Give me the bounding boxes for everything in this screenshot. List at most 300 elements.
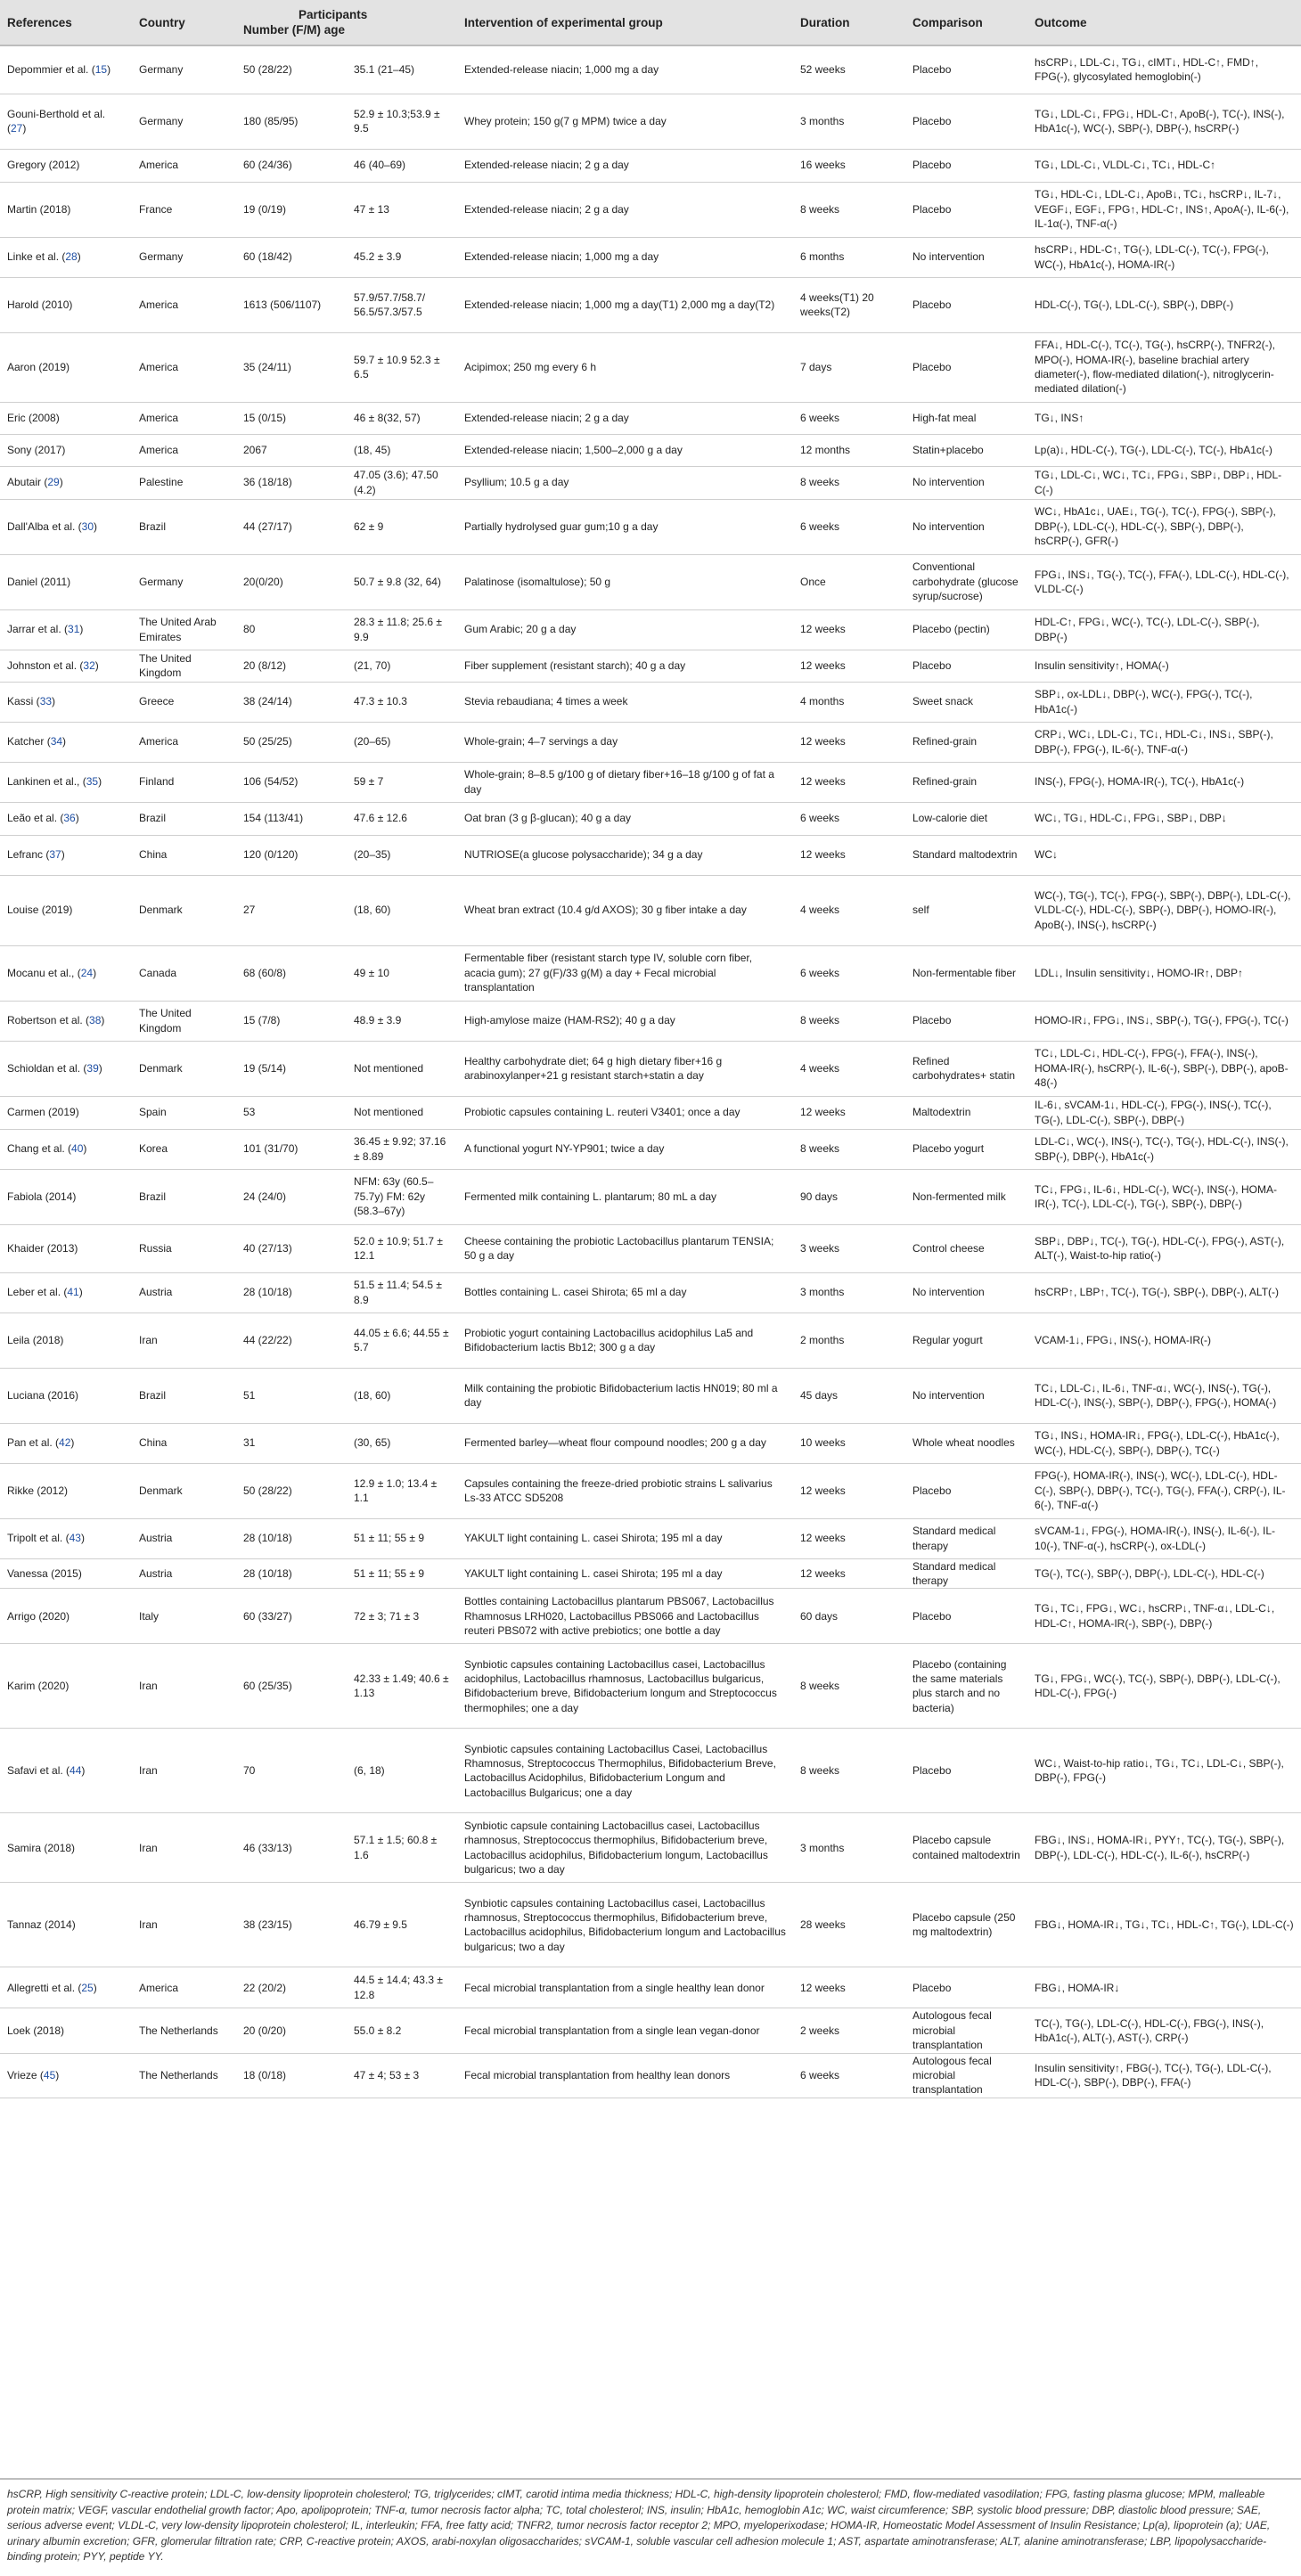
cell-intervention: Extended-release niacin; 1,000 mg a day: [457, 45, 793, 94]
cell-duration: 12 months: [793, 434, 905, 466]
cell-comparison: No intervention: [905, 499, 1027, 554]
cell-n: 106 (54/52): [236, 762, 347, 802]
cell-outcome: hsCRP↓, LDL-C↓, TG↓, cIMT↓, HDL-C↑, FMD↑, FPG(-), glycosylated hemoglobin(-): [1027, 45, 1301, 94]
cell-age: (18, 45): [347, 434, 457, 466]
cell-n: 60 (25/35): [236, 1644, 347, 1729]
cell-n: 2067: [236, 434, 347, 466]
cell-duration: 12 weeks: [793, 1518, 905, 1558]
cell-outcome: Lp(a)↓, HDL-C(-), TG(-), LDL-C(-), TC(-), HbA1c(-): [1027, 434, 1301, 466]
cell-age: 55.0 ± 8.2: [347, 2008, 457, 2053]
cell-reference: [0, 1169, 132, 1224]
reference-close: ): [55, 2068, 60, 2081]
cell-intervention: Healthy carbohydrate diet; 64 g high dietary fiber+16 g arabinoxylanper+21 g resistant starch+statin a day: [457, 1041, 793, 1096]
table-row: [0, 1169, 1301, 1224]
cell-outcome: SBP↓, DBP↓, TC(-), TG(-), HDL-C(-), FPG(-), AST(-), ALT(-), Waist-to-hip ratio(-): [1027, 1224, 1301, 1272]
cell-outcome: FBG↓, HOMA-IR↓, TG↓, TC↓, HDL-C↑, TG(-), LDL-C(-): [1027, 1883, 1301, 1967]
cell-reference: [0, 499, 132, 554]
cell-age: 57.1 ± 1.5; 60.8 ± 1.6: [347, 1813, 457, 1883]
cell-country: The Netherlands: [132, 2008, 236, 2053]
reference-text: Eric (2008): [7, 411, 60, 424]
cell-intervention: Capsules containing the freeze-dried probiotic strains L salivarius Ls-33 ATCC SD5208: [457, 1463, 793, 1518]
cell-comparison: Standard maltodextrin: [905, 835, 1027, 875]
cell-outcome: LDL↓, Insulin sensitivity↓, HOMO-IR↑, DBP↑: [1027, 945, 1301, 1001]
cell-outcome: TC(-), TG(-), LDL-C(-), HDL-C(-), FBG(-), INS(-), HbA1c(-), ALT(-), AST(-), CRP(-): [1027, 2008, 1301, 2053]
cell-duration: 3 months: [793, 1813, 905, 1883]
cell-reference: [0, 1518, 132, 1558]
cell-duration: 6 months: [793, 237, 905, 277]
citation-link[interactable]: 27: [11, 122, 23, 135]
cell-age: 35.1 (21–45): [347, 45, 457, 94]
reference-text: Allegretti et al. (: [7, 1981, 82, 1994]
cell-n: 28 (10/18): [236, 1518, 347, 1558]
cell-duration: 12 weeks: [793, 835, 905, 875]
cell-reference: [0, 1368, 132, 1423]
cell-intervention: Bottles containing Lactobacillus plantarum PBS067, Lactobacillus Rhamnosus LRH020, Lactobacillus PBS066 and Lactobacillus reuteri PBS072 with active prebiotics; one bottle a day: [457, 1589, 793, 1644]
cell-country: Germany: [132, 237, 236, 277]
cell-country: The Netherlands: [132, 2053, 236, 2098]
cell-intervention: Fermented barley—wheat flour compound noodles; 200 g a day: [457, 1423, 793, 1463]
cell-age: (6, 18): [347, 1729, 457, 1813]
cell-country: The United Kingdom: [132, 1001, 236, 1041]
reference-text: Sony (2017): [7, 443, 66, 456]
cell-country: Brazil: [132, 499, 236, 554]
cell-n: 60 (18/42): [236, 237, 347, 277]
cell-reference: [0, 682, 132, 722]
citation-link[interactable]: 42: [59, 1436, 71, 1450]
cell-outcome: TG↓, HDL-C↓, LDL-C↓, ApoB↓, TC↓, hsCRP↓, IL-7↓, VEGF↓, EGF↓, FPG↑, HDL-C↑, INS↑, ApoA(-), IL-6(-), IL-1α(-), TNF-α(-): [1027, 182, 1301, 237]
cell-outcome: TC↓, FPG↓, IL-6↓, HDL-C(-), WC(-), INS(-), HOMA-IR(-), TC(-), LDL-C(-), TG(-), SBP(-), DBP(-): [1027, 1169, 1301, 1224]
cell-age: Not mentioned: [347, 1096, 457, 1129]
reference-text: Linke et al. (: [7, 250, 66, 264]
cell-country: America: [132, 149, 236, 182]
cell-n: 1613 (506/1107): [236, 277, 347, 332]
citation-link[interactable]: 39: [86, 1061, 99, 1075]
header-participants: [236, 0, 457, 45]
cell-reference: [0, 1224, 132, 1272]
cell-age: 52.0 ± 10.9; 51.7 ± 12.1: [347, 1224, 457, 1272]
cell-intervention: Partially hydrolysed guar gum;10 g a day: [457, 499, 793, 554]
cell-duration: 6 weeks: [793, 499, 905, 554]
citation-link[interactable]: 43: [69, 1532, 81, 1545]
reference-text: Gregory (2012): [7, 159, 80, 172]
cell-country: Iran: [132, 1813, 236, 1883]
cell-n: 28 (10/18): [236, 1272, 347, 1313]
cell-intervention: Oat bran (3 g β-glucan); 40 g a day: [457, 802, 793, 835]
cell-age: 45.2 ± 3.9: [347, 237, 457, 277]
cell-country: America: [132, 434, 236, 466]
cell-age: 44.5 ± 14.4; 43.3 ± 12.8: [347, 1967, 457, 2008]
cell-age: 51.5 ± 11.4; 54.5 ± 8.9: [347, 1272, 457, 1313]
cell-duration: 60 days: [793, 1589, 905, 1644]
reference-text: Arrigo (2020): [7, 1609, 70, 1623]
cell-n: 53: [236, 1096, 347, 1129]
cell-comparison: High-fat meal: [905, 402, 1027, 434]
reference-close: ): [52, 695, 56, 708]
cell-outcome: WC↓, TG↓, HDL-C↓, FPG↓, SBP↓, DBP↓: [1027, 802, 1301, 835]
reference-text: Rikke (2012): [7, 1484, 69, 1497]
cell-duration: 12 weeks: [793, 1967, 905, 2008]
table-row: [0, 650, 1301, 682]
reference-close: ): [79, 623, 84, 636]
table-row: [0, 802, 1301, 835]
citation-link[interactable]: 24: [80, 966, 94, 979]
cell-age: 51 ± 11; 55 ± 9: [347, 1518, 457, 1558]
cell-reference: [0, 1644, 132, 1729]
citation-link[interactable]: 38: [89, 1014, 102, 1027]
cell-comparison: Standard medical therapy: [905, 1518, 1027, 1558]
cell-comparison: Whole wheat noodles: [905, 1423, 1027, 1463]
header-participants-subtitle: Number (F/M) age: [243, 23, 346, 37]
citation-link[interactable]: 41: [67, 1286, 79, 1299]
cell-country: Brazil: [132, 802, 236, 835]
cell-comparison: Autologous fecal microbial transplantation: [905, 2053, 1027, 2098]
reference-text: Robertson et al. (: [7, 1014, 90, 1027]
cell-duration: 4 weeks(T1) 20 weeks(T2): [793, 277, 905, 332]
cell-outcome: CRP↓, WC↓, LDL-C↓, TC↓, HDL-C↓, INS↓, SBP(-), DBP(-), FPG(-), IL-6(-), TNF-α(-): [1027, 722, 1301, 762]
cell-intervention: Extended-release niacin; 1,500–2,000 g a day: [457, 434, 793, 466]
cell-outcome: WC↓, HbA1c↓, UAE↓, TG(-), TC(-), FPG(-), SBP(-), DBP(-), LDL-C(-), HDL-C(-), SBP(-), DBP(-), hsCRP(-), GFR(-): [1027, 499, 1301, 554]
cell-comparison: No intervention: [905, 1368, 1027, 1423]
cell-country: Korea: [132, 1129, 236, 1169]
cell-n: 101 (31/70): [236, 1129, 347, 1169]
cell-intervention: NUTRIOSE(a glucose polysaccharide); 34 g a day: [457, 835, 793, 875]
reference-text: Daniel (2011): [7, 575, 71, 588]
cell-reference: [0, 1729, 132, 1813]
table-row: [0, 1558, 1301, 1589]
cell-comparison: Placebo: [905, 149, 1027, 182]
header-intervention: Intervention of experimental group: [457, 0, 793, 45]
cell-n: 18 (0/18): [236, 2053, 347, 2098]
cell-country: America: [132, 277, 236, 332]
cell-reference: [0, 1001, 132, 1041]
cell-age: NFM: 63y (60.5–75.7y) FM: 62y (58.3–67y): [347, 1169, 457, 1224]
citation-link[interactable]: 25: [81, 1981, 94, 1994]
table-row: [0, 434, 1301, 466]
cell-intervention: Palatinose (isomaltulose); 50 g: [457, 554, 793, 609]
cell-n: 31: [236, 1423, 347, 1463]
cell-duration: 12 weeks: [793, 1096, 905, 1129]
cell-duration: 2 months: [793, 1313, 905, 1368]
cell-reference: [0, 835, 132, 875]
cell-duration: 6 weeks: [793, 945, 905, 1001]
reference-close: ): [75, 812, 79, 825]
cell-duration: 8 weeks: [793, 182, 905, 237]
cell-age: (20–35): [347, 835, 457, 875]
table-row: [0, 277, 1301, 332]
cell-age: 47 ± 13: [347, 182, 457, 237]
cell-intervention: Fecal microbial transplantation from healthy lean donors: [457, 2053, 793, 2098]
table-row: [0, 945, 1301, 1001]
cell-outcome: TC↓, LDL-C↓, IL-6↓, TNF-α↓, WC(-), INS(-), TG(-), HDL-C(-), INS(-), SBP(-), DBP(-), FPG(-), HOMA(-): [1027, 1368, 1301, 1423]
table-row: [0, 554, 1301, 609]
reference-close: ): [80, 1532, 85, 1545]
table-row: [0, 1096, 1301, 1129]
cell-reference: [0, 1558, 132, 1589]
cell-country: Russia: [132, 1224, 236, 1272]
cell-duration: 16 weeks: [793, 149, 905, 182]
cell-reference: [0, 650, 132, 682]
cell-outcome: Insulin sensitivity↑, HOMA(-): [1027, 650, 1301, 682]
header-comparison: Comparison: [905, 0, 1027, 45]
reference-text: Schioldan et al. (: [7, 1061, 87, 1075]
cell-duration: 12 weeks: [793, 609, 905, 650]
cell-age: Not mentioned: [347, 1041, 457, 1096]
cell-duration: Once: [793, 554, 905, 609]
table-row: [0, 722, 1301, 762]
table-row: [0, 2053, 1301, 2098]
cell-intervention: Cheese containing the probiotic Lactobacillus plantarum TENSIA; 50 g a day: [457, 1224, 793, 1272]
cell-country: Iran: [132, 1313, 236, 1368]
cell-comparison: Non-fermentable fiber: [905, 945, 1027, 1001]
cell-n: 51: [236, 1368, 347, 1423]
cell-comparison: Placebo: [905, 182, 1027, 237]
table-row: [0, 1272, 1301, 1313]
cell-duration: 8 weeks: [793, 466, 905, 499]
table-row: [0, 1423, 1301, 1463]
cell-n: 180 (85/95): [236, 94, 347, 149]
table-row: [0, 762, 1301, 802]
table-row: [0, 1313, 1301, 1368]
cell-intervention: Synbiotic capsules containing Lactobacillus casei, Lactobacillus rhamnosus, Streptococcus thermophilus, Bifidobacterium breve, Lactobacillus acidophilus, Bifidobacterium longum and Lactobacillus bulgaricus; two a day: [457, 1883, 793, 1967]
citation-link[interactable]: 15: [94, 63, 108, 77]
citation-link[interactable]: 37: [49, 848, 61, 862]
citation-link[interactable]: 35: [86, 775, 99, 789]
table-row: [0, 182, 1301, 237]
cell-n: 36 (18/18): [236, 466, 347, 499]
citation-link[interactable]: 44: [70, 1764, 82, 1778]
cell-n: 60 (33/27): [236, 1589, 347, 1644]
cell-reference: [0, 945, 132, 1001]
table-row: [0, 332, 1301, 402]
cell-comparison: Statin+placebo: [905, 434, 1027, 466]
cell-outcome: WC↓: [1027, 835, 1301, 875]
reference-close: ): [70, 1436, 75, 1450]
cell-comparison: Refined-grain: [905, 722, 1027, 762]
table-row: [0, 1463, 1301, 1518]
cell-n: 46 (33/13): [236, 1813, 347, 1883]
header-participants-title: Participants: [299, 8, 368, 21]
table-row: [0, 1589, 1301, 1644]
cell-reference: [0, 1813, 132, 1883]
cell-outcome: TG↓, LDL-C↓, FPG↓, HDL-C↑, ApoB(-), TC(-), INS(-), HbA1c(-), WC(-), SBP(-), DBP(-), hsCRP(-): [1027, 94, 1301, 149]
cell-outcome: sVCAM-1↓, FPG(-), HOMA-IR(-), INS(-), IL-6(-), IL-10(-), TNF-α(-), hsCRP(-), ox-LDL(-): [1027, 1518, 1301, 1558]
reference-close: ): [94, 658, 99, 672]
cell-age: 44.05 ± 6.6; 44.55 ± 5.7: [347, 1313, 457, 1368]
cell-comparison: Placebo: [905, 1589, 1027, 1644]
cell-reference: [0, 182, 132, 237]
reference-close: ): [77, 250, 81, 264]
reference-close: ): [98, 1061, 102, 1075]
cell-duration: 10 weeks: [793, 1423, 905, 1463]
cell-reference: [0, 1129, 132, 1169]
citation-link[interactable]: 29: [47, 476, 60, 489]
cell-n: 19 (5/14): [236, 1041, 347, 1096]
citation-link[interactable]: 36: [63, 812, 76, 825]
cell-intervention: Extended-release niacin; 2 g a day: [457, 149, 793, 182]
cell-intervention: Fermentable fiber (resistant starch type IV, soluble corn fiber, acacia gum); 27 g(F)/33 g(M) a day + Fecal microbial transplantation: [457, 945, 793, 1001]
cell-comparison: Placebo: [905, 1729, 1027, 1813]
cell-country: Austria: [132, 1518, 236, 1558]
cell-comparison: Placebo yogurt: [905, 1129, 1027, 1169]
cell-n: 80: [236, 609, 347, 650]
cell-n: 15 (0/15): [236, 402, 347, 434]
citation-link[interactable]: 34: [50, 735, 63, 748]
citation-link[interactable]: 45: [43, 2068, 56, 2081]
table-row: [0, 2008, 1301, 2053]
cell-age: 12.9 ± 1.0; 13.4 ± 1.1: [347, 1463, 457, 1518]
reference-text: Aaron (2019): [7, 360, 70, 373]
cell-intervention: Bottles containing L. casei Shirota; 65 ml a day: [457, 1272, 793, 1313]
cell-outcome: VCAM-1↓, FPG↓, INS(-), HOMA-IR(-): [1027, 1313, 1301, 1368]
cell-outcome: WC↓, Waist-to-hip ratio↓, TG↓, TC↓, LDL-C↓, SBP(-), DBP(-), FPG(-): [1027, 1729, 1301, 1813]
table-row: [0, 609, 1301, 650]
table-row: [0, 499, 1301, 554]
citation-link[interactable]: 33: [39, 695, 53, 708]
cell-intervention: Stevia rebaudiana; 4 times a week: [457, 682, 793, 722]
cell-reference: [0, 554, 132, 609]
cell-outcome: FFA↓, HDL-C(-), TC(-), TG(-), hsCRP(-), TNFR2(-), MPO(-), HOMA-IR(-), baseline brachial artery diameter(-), flow-mediated dilation(-), nitroglycerin-mediated dilation(-): [1027, 332, 1301, 402]
cell-reference: [0, 1272, 132, 1313]
cell-country: Brazil: [132, 1368, 236, 1423]
cell-duration: 4 weeks: [793, 1041, 905, 1096]
cell-country: Iran: [132, 1729, 236, 1813]
cell-age: 57.9/57.7/58.7/ 56.5/57.3/57.5: [347, 277, 457, 332]
cell-country: Denmark: [132, 1463, 236, 1518]
cell-reference: [0, 332, 132, 402]
cell-age: 72 ± 3; 71 ± 3: [347, 1589, 457, 1644]
cell-duration: 6 weeks: [793, 2053, 905, 2098]
cell-age: (18, 60): [347, 1368, 457, 1423]
reference-text: Depommier et al. (: [7, 63, 95, 77]
cell-comparison: No intervention: [905, 1272, 1027, 1313]
cell-n: 38 (23/15): [236, 1883, 347, 1967]
citation-link[interactable]: 31: [68, 623, 80, 636]
cell-comparison: Regular yogurt: [905, 1313, 1027, 1368]
cell-intervention: Synbiotic capsules containing Lactobacillus Casei, Lactobacillus Rhamnosus, Streptococcus Thermophilus, Bifidobacterium Breve, Lactobacillus Acidophilus, Bifidobacterium Longum and Lactobacillus Bulgaricus; one a day: [457, 1729, 793, 1813]
reference-close: ): [101, 1014, 105, 1027]
cell-age: (18, 60): [347, 875, 457, 945]
cell-reference: [0, 762, 132, 802]
reference-text: Leila (2018): [7, 1333, 64, 1346]
cell-outcome: FPG↓, INS↓, TG(-), TC(-), FFA(-), LDL-C(-), HDL-C(-), VLDL-C(-): [1027, 554, 1301, 609]
cell-reference: [0, 875, 132, 945]
cell-outcome: WC(-), TG(-), TC(-), FPG(-), SBP(-), DBP(-), LDL-C(-), VLDL-C(-), HDL-C(-), SBP(-), DBP(-), HOMO-IR(-), ApoB(-), INS(-), hsCRP(-): [1027, 875, 1301, 945]
cell-outcome: Insulin sensitivity↑, FBG(-), TC(-), TG(-), LDL-C(-), HDL-C(-), SBP(-), DBP(-), FFA(-): [1027, 2053, 1301, 2098]
cell-age: 50.7 ± 9.8 (32, 64): [347, 554, 457, 609]
cell-age: 51 ± 11; 55 ± 9: [347, 1558, 457, 1589]
cell-age: 59 ± 7: [347, 762, 457, 802]
cell-reference: [0, 1041, 132, 1096]
table-footnote: hsCRP, High sensitivity C-reactive protein; LDL-C, low-density lipoprotein cholesterol; TG, triglycerides; cIMT, carotid intima media thickness; HDL-C, high-density lipoprotein cholesterol; FMD, flow-mediated vasodilation; FPG, fasting plasma glucose; MPM, malleable protein matrix; VEGF, vascular endothelial growth factor; Apo, apolipoprotein; TNF-α, tumor necrosis factor alpha; TC, total cholesterol; INS, insulin; HbA1c, hemoglobin A1c; WC, waist circumference; SBP, systolic blood pressure; DBP, diastolic blood pressure; SAE, serious adverse event; VLDL-C, very low-density lipoprotein cholesterol; IL, interleukin; FFA, free fatty acid; TNFR2, tumor necrosis factor receptor 2; MPO, myeloperixodase; HOMA-IR, Homeostatic Model Assessment of Insulin Resistance; Lp(a), lipoprotein (a); UAE, urinary albumin excretion; GFR, glomerular filtration rate; CRP, C-reactive protein; AXOS, arabi-noxylan oligosaccharides; sVCAM-1, soluble vascular cell adhesion molecule 1; AST, aspartate aminotransferase; ALT, alanine aminotransferase; LBP, lipopolysaccharide-binding protein; PYY, peptide YY.: [0, 2478, 1301, 2565]
cell-country: Spain: [132, 1096, 236, 1129]
cell-outcome: hsCRP↓, HDL-C↑, TG(-), LDL-C(-), TC(-), FPG(-), WC(-), HbA1c(-), HOMA-IR(-): [1027, 237, 1301, 277]
table-body: [0, 45, 1301, 2098]
cell-duration: 28 weeks: [793, 1883, 905, 1967]
cell-duration: 12 weeks: [793, 650, 905, 682]
cell-duration: 45 days: [793, 1368, 905, 1423]
cell-intervention: Whole-grain; 8–8.5 g/100 g of dietary fiber+16–18 g/100 g of fat a day: [457, 762, 793, 802]
reference-text: Leber et al. (: [7, 1286, 68, 1299]
table-row: [0, 1883, 1301, 1967]
cell-country: Austria: [132, 1272, 236, 1313]
reference-text: Pan et al. (: [7, 1436, 60, 1450]
reference-close: ): [22, 122, 27, 135]
cell-intervention: Wheat bran extract (10.4 g/d AXOS); 30 g fiber intake a day: [457, 875, 793, 945]
cell-duration: 12 weeks: [793, 1558, 905, 1589]
cell-n: 50 (25/25): [236, 722, 347, 762]
cell-age: 46.79 ± 9.5: [347, 1883, 457, 1967]
cell-country: America: [132, 402, 236, 434]
citation-link[interactable]: 40: [71, 1142, 84, 1156]
reference-close: ): [83, 1142, 87, 1156]
cell-duration: 12 weeks: [793, 1463, 905, 1518]
reference-text: Dall'Alba et al. (: [7, 519, 82, 533]
table-row: [0, 682, 1301, 722]
cell-duration: 6 weeks: [793, 802, 905, 835]
cell-intervention: Probiotic capsules containing L. reuteri V3401; once a day: [457, 1096, 793, 1129]
cell-duration: 12 weeks: [793, 762, 905, 802]
reference-text: Abutair (: [7, 476, 48, 489]
cell-n: 40 (27/13): [236, 1224, 347, 1272]
cell-duration: 8 weeks: [793, 1729, 905, 1813]
cell-reference: [0, 277, 132, 332]
cell-country: Palestine: [132, 466, 236, 499]
cell-comparison: Refined-grain: [905, 762, 1027, 802]
cell-intervention: Psyllium; 10.5 g a day: [457, 466, 793, 499]
cell-intervention: Fermented milk containing L. plantarum; 80 mL a day: [457, 1169, 793, 1224]
cell-country: The United Kingdom: [132, 650, 236, 682]
cell-reference: [0, 1589, 132, 1644]
cell-age: 52.9 ± 10.3;53.9 ± 9.5: [347, 94, 457, 149]
cell-reference: [0, 2053, 132, 2098]
cell-comparison: Maltodextrin: [905, 1096, 1027, 1129]
cell-reference: [0, 434, 132, 466]
cell-comparison: Placebo (containing the same materials plus starch and no bacteria): [905, 1644, 1027, 1729]
cell-country: Austria: [132, 1558, 236, 1589]
citation-link[interactable]: 28: [65, 250, 78, 264]
reference-text: Tannaz (2014): [7, 1918, 76, 1932]
cell-reference: [0, 45, 132, 94]
cell-comparison: Autologous fecal microbial transplantation: [905, 2008, 1027, 2053]
reference-text: Chang et al. (: [7, 1142, 72, 1156]
cell-outcome: TG↓, INS↑: [1027, 402, 1301, 434]
cell-reference: [0, 1883, 132, 1967]
cell-age: 42.33 ± 1.49; 40.6 ± 1.13: [347, 1644, 457, 1729]
cell-n: 44 (22/22): [236, 1313, 347, 1368]
reference-text: Samira (2018): [7, 1841, 76, 1854]
reference-text: Carmen (2019): [7, 1106, 79, 1119]
table-row: [0, 1368, 1301, 1423]
reference-close: ): [78, 1286, 83, 1299]
reference-text: Katcher (: [7, 735, 51, 748]
cell-intervention: Milk containing the probiotic Bifidobacterium lactis HN019; 80 ml a day: [457, 1368, 793, 1423]
cell-country: Brazil: [132, 1169, 236, 1224]
cell-country: Canada: [132, 945, 236, 1001]
cell-n: 68 (60/8): [236, 945, 347, 1001]
reference-text: Luciana (2016): [7, 1388, 79, 1402]
cell-n: 28 (10/18): [236, 1558, 347, 1589]
reference-close: ): [94, 519, 98, 533]
cell-outcome: FBG↓, INS↓, HOMA-IR↓, PYY↑, TC(-), TG(-), SBP(-), DBP(-), LDL-C(-), HDL-C(-), IL-6(-), hsCRP(-): [1027, 1813, 1301, 1883]
reference-text: Johnston et al. (: [7, 658, 84, 672]
reference-text: Khaider (2013): [7, 1241, 78, 1255]
reference-text: Fabiola (2014): [7, 1190, 77, 1203]
cell-country: France: [132, 182, 236, 237]
citation-link[interactable]: 32: [83, 658, 95, 672]
citation-link[interactable]: 30: [81, 519, 94, 533]
cell-outcome: TG↓, LDL-C↓, WC↓, TC↓, FPG↓, SBP↓, DBP↓, HDL-C(-): [1027, 466, 1301, 499]
reference-close: ): [98, 775, 102, 789]
